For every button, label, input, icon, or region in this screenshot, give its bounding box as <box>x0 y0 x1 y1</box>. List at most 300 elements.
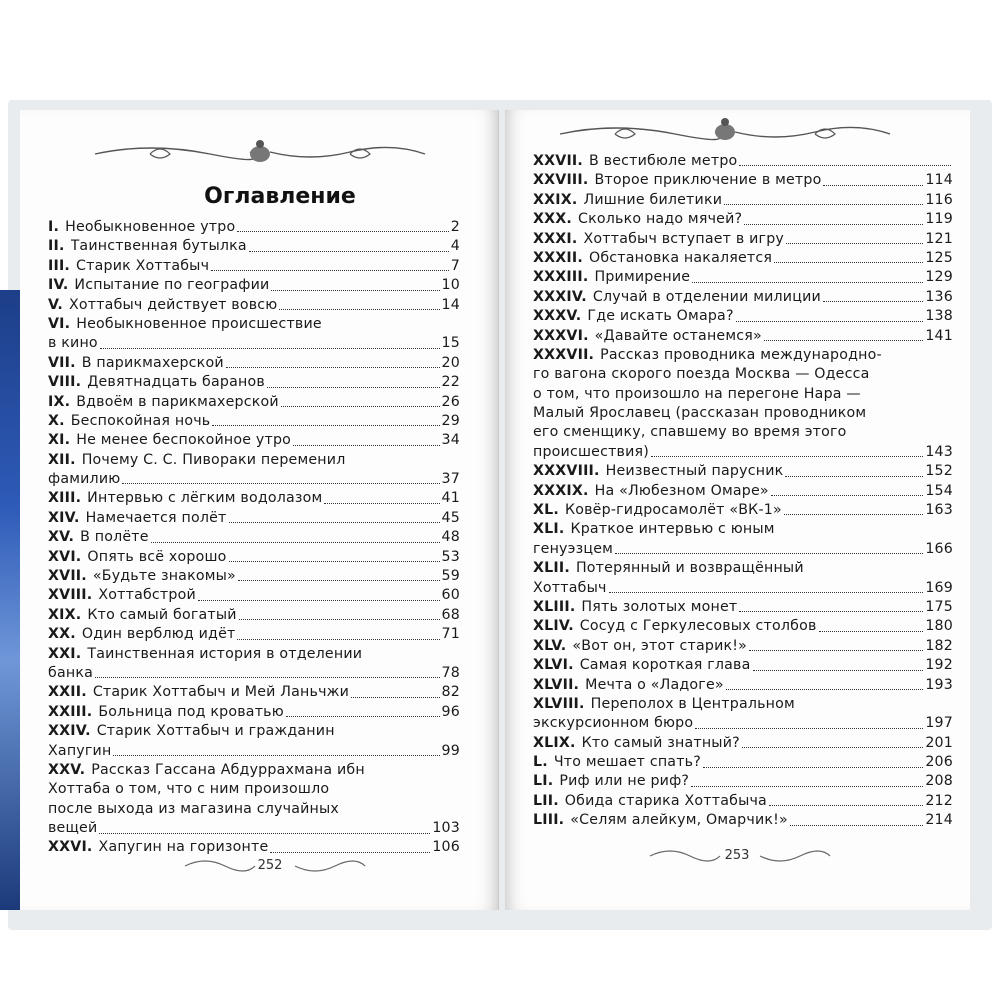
dot-leader <box>226 367 440 368</box>
dot-leader <box>100 348 440 349</box>
toc-entry <box>533 734 953 753</box>
toc-list-left <box>48 218 460 858</box>
chapter-page: 169 <box>925 579 953 596</box>
chapter-number: XII. <box>48 451 76 468</box>
chapter-title: Переполох в Центральном <box>590 695 795 712</box>
dot-leader <box>99 833 430 834</box>
chapter-number: XLVIII. <box>533 695 585 712</box>
chapter-page: 154 <box>925 482 953 499</box>
chapter-title: Самая короткая глава <box>579 657 751 674</box>
dot-leader <box>615 553 923 554</box>
dot-leader <box>267 387 440 388</box>
toc-entry <box>533 676 953 695</box>
dot-leader <box>271 290 439 291</box>
top-ornament <box>555 110 895 150</box>
dot-leader <box>281 406 440 407</box>
toc-entry <box>48 393 460 412</box>
dot-leader <box>726 689 924 690</box>
chapter-title: после выхода из магазина случайных <box>48 800 340 817</box>
toc-entry <box>48 237 460 256</box>
dot-leader <box>237 639 439 640</box>
chapter-page: 114 <box>925 172 953 189</box>
chapter-page: 206 <box>925 754 953 771</box>
toc-entry <box>48 722 460 741</box>
chapter-title: Пять золотых монет <box>581 598 738 615</box>
chapter-title: Хоттабыч действует вовсю <box>68 296 278 313</box>
chapter-title: Старик Хоттабыч и Мей Ланьчжи <box>92 684 350 701</box>
chapter-number: XXXV. <box>533 308 582 325</box>
chapter-page: 68 <box>441 606 460 623</box>
chapter-title: Вдвоём в парикмахерской <box>76 393 279 410</box>
toc-entry <box>48 586 460 605</box>
dot-leader <box>279 309 439 310</box>
chapter-title: В полёте <box>80 529 149 546</box>
toc-entry <box>533 443 953 462</box>
toc-entry <box>48 354 460 373</box>
dot-leader <box>238 580 440 581</box>
chapter-title: «Вот он, этот старик!» <box>572 637 748 654</box>
chapter-number: XL. <box>533 502 559 519</box>
chapter-title: Случай в отделении милиции <box>592 288 821 305</box>
dot-leader <box>324 503 439 504</box>
toc-entry <box>533 230 953 249</box>
toc-entry <box>533 365 953 384</box>
chapter-number: XXXIX. <box>533 482 589 499</box>
dot-leader <box>198 600 440 601</box>
chapter-page: 4 <box>450 238 460 255</box>
chapter-page: 106 <box>432 839 460 856</box>
chapter-number: XXX. <box>533 211 573 228</box>
chapter-number: IX. <box>48 393 71 410</box>
dot-leader <box>749 650 923 651</box>
chapter-number: LIII. <box>533 812 565 829</box>
chapter-number: XIII. <box>48 490 82 507</box>
chapter-title: экскурсионном бюро <box>533 715 694 732</box>
dot-leader <box>764 340 923 341</box>
chapter-page: 208 <box>925 773 953 790</box>
dot-leader <box>211 270 449 271</box>
toc-entry <box>48 218 460 237</box>
chapter-number: XXI. <box>48 645 82 662</box>
chapter-title: Второе приключение в метро <box>594 172 822 189</box>
chapter-page: 96 <box>441 703 460 720</box>
chapter-title: Необыкновенное происшествие <box>76 315 322 332</box>
toc-entry <box>533 540 953 559</box>
toc-entry <box>48 625 460 644</box>
toc-entry <box>48 664 460 683</box>
toc-entry <box>533 462 953 481</box>
chapter-number: XLIII. <box>533 598 576 615</box>
chapter-title: Опять всё хорошо <box>87 548 227 565</box>
chapter-page: 41 <box>441 490 460 507</box>
chapter-number: XIV. <box>48 509 80 526</box>
dot-leader <box>739 165 951 166</box>
chapter-number: XV. <box>48 529 75 546</box>
chapter-number: XLII. <box>533 560 570 577</box>
chapter-number: XI. <box>48 432 71 449</box>
chapter-page: 138 <box>925 308 953 325</box>
dot-leader <box>229 561 440 562</box>
dot-leader <box>742 747 923 748</box>
chapter-title: Сосуд с Геркулесовых столбов <box>579 618 817 635</box>
toc-entry <box>533 210 953 229</box>
chapter-number: XLI. <box>533 521 565 538</box>
dot-leader <box>774 262 923 263</box>
dot-leader <box>823 301 923 302</box>
chapter-title: Больница под кроватью <box>98 703 284 720</box>
dot-leader <box>691 786 923 787</box>
chapter-number: II. <box>48 238 65 255</box>
chapter-page: 26 <box>441 393 460 410</box>
dot-leader <box>651 456 923 457</box>
chapter-number: XXIII. <box>48 703 93 720</box>
chapter-title: генуэзцем <box>533 540 614 557</box>
toc-list-right <box>533 152 953 831</box>
page-number: 252 <box>257 858 283 873</box>
chapter-number: XLIV. <box>533 618 574 635</box>
chapter-page: 29 <box>441 412 460 429</box>
chapter-number: I. <box>48 218 60 235</box>
page-number: 253 <box>724 848 750 863</box>
dot-leader <box>286 716 440 717</box>
toc-entry <box>48 373 460 392</box>
chapter-number: XLIX. <box>533 734 576 751</box>
chapter-title: Испытание по географии <box>74 277 270 294</box>
chapter-title: Хоттаба о том, что с ним произошло <box>48 781 330 798</box>
chapter-title: го вагона скорого поезда Москва — Одесса <box>533 366 870 383</box>
toc-entry <box>48 315 460 334</box>
chapter-title: Беспокойная ночь <box>70 412 211 429</box>
toc-heading: Оглавление <box>204 184 356 209</box>
toc-entry <box>533 191 953 210</box>
chapter-title: Необыкновенное утро <box>65 218 236 235</box>
chapter-number: XX. <box>48 626 76 643</box>
chapter-title: Хоттабыч <box>533 579 607 596</box>
chapter-number: XXXVIII. <box>533 463 600 480</box>
chapter-page: 116 <box>925 191 953 208</box>
chapter-title: Интервью с лёгким водолазом <box>87 490 323 507</box>
dot-leader <box>786 243 923 244</box>
toc-entry <box>533 617 953 636</box>
chapter-page: 175 <box>925 598 953 615</box>
chapter-page: 141 <box>925 327 953 344</box>
chapter-title: Сколько надо мячей? <box>578 211 743 228</box>
chapter-page: 119 <box>925 211 953 228</box>
dot-leader <box>95 677 440 678</box>
chapter-title: Таинственная история в отделении <box>87 645 363 662</box>
toc-entry <box>533 695 953 714</box>
toc-entry <box>48 470 460 489</box>
chapter-title: «Давайте останемся» <box>594 327 762 344</box>
dot-leader <box>122 483 439 484</box>
toc-entry <box>48 606 460 625</box>
chapter-page: 129 <box>925 269 953 286</box>
toc-entry <box>48 451 460 470</box>
chapter-page: 59 <box>441 568 460 585</box>
chapter-title: Таинственная бутылка <box>70 238 247 255</box>
chapter-title: «Будьте знакомы» <box>92 568 236 585</box>
chapter-number: XXVI. <box>48 839 93 856</box>
chapter-title: Один верблюд идёт <box>81 626 236 643</box>
chapter-number: XIX. <box>48 606 82 623</box>
chapter-page: 10 <box>441 277 460 294</box>
dot-leader <box>249 251 449 252</box>
chapter-page: 82 <box>441 684 460 701</box>
chapter-page: 53 <box>441 548 460 565</box>
chapter-title: Малый Ярославец (рассказан проводником <box>533 405 867 422</box>
dot-leader <box>609 592 924 593</box>
chapter-page: 143 <box>925 443 953 460</box>
chapter-title: Потерянный и возвращённый <box>575 560 804 577</box>
chapter-page: 15 <box>441 335 460 352</box>
toc-entry <box>533 792 953 811</box>
chapter-page: 214 <box>925 812 953 829</box>
chapter-number: VIII. <box>48 374 82 391</box>
chapter-title: вещей <box>48 820 98 837</box>
dot-leader <box>113 755 439 756</box>
dot-leader <box>703 767 923 768</box>
dot-leader <box>785 476 923 477</box>
chapter-title: В парикмахерской <box>81 354 224 371</box>
toc-entry <box>533 811 953 830</box>
toc-entry <box>48 334 460 353</box>
chapter-title: Мечта о «Ладоге» <box>585 676 724 693</box>
toc-entry <box>48 431 460 450</box>
chapter-page: 48 <box>441 529 460 546</box>
chapter-number: III. <box>48 257 71 274</box>
dot-leader <box>769 805 923 806</box>
toc-entry <box>533 773 953 792</box>
toc-entry <box>533 307 953 326</box>
chapter-title: Старик Хоттабыч и гражданин <box>96 723 335 740</box>
chapter-number: XLVI. <box>533 657 574 674</box>
dot-leader <box>771 495 924 496</box>
toc-entry <box>48 703 460 722</box>
chapter-page: 22 <box>441 374 460 391</box>
chapter-number: XXVIII. <box>533 172 589 189</box>
chapter-title: его сменщику, спавшему во время этого <box>533 424 847 441</box>
chapter-title: Неизвестный парусник <box>605 463 784 480</box>
chapter-title: Почему С. С. Пивораки переменил <box>81 451 346 468</box>
toc-entry <box>533 714 953 733</box>
chapter-page: 197 <box>925 715 953 732</box>
toc-entry <box>48 567 460 586</box>
toc-entry <box>533 385 953 404</box>
toc-entry <box>533 346 953 365</box>
chapter-page: 14 <box>441 296 460 313</box>
chapter-title: Риф или не риф? <box>559 773 690 790</box>
chapter-title: Что мешает спать? <box>553 754 701 771</box>
chapter-page: 71 <box>441 626 460 643</box>
chapter-page: 152 <box>925 463 953 480</box>
chapter-title: происшествия) <box>533 443 650 460</box>
chapter-title: Не менее беспокойное утро <box>76 432 292 449</box>
toc-entry <box>533 327 953 346</box>
toc-entry <box>48 528 460 547</box>
toc-entry <box>533 482 953 501</box>
toc-entry <box>533 637 953 656</box>
dot-leader <box>151 542 440 543</box>
dot-leader <box>692 282 923 283</box>
chapter-page: 103 <box>432 820 460 837</box>
chapter-number: XXXI. <box>533 230 578 247</box>
toc-entry <box>48 489 460 508</box>
dot-leader <box>724 204 923 205</box>
dot-leader <box>239 619 440 620</box>
chapter-page: 121 <box>925 230 953 247</box>
chapter-title: Краткое интервью с юным <box>570 521 775 538</box>
chapter-title: банка <box>48 664 93 681</box>
chapter-title: Лишние билетики <box>583 191 723 208</box>
chapter-number: XXIX. <box>533 191 578 208</box>
dot-leader <box>739 611 923 612</box>
chapter-number: X. <box>48 412 65 429</box>
chapter-number: VI. <box>48 315 71 332</box>
chapter-page: 180 <box>925 618 953 635</box>
dot-leader <box>237 231 448 232</box>
chapter-page: 60 <box>441 587 460 604</box>
dot-leader <box>229 522 440 523</box>
chapter-page: 136 <box>925 288 953 305</box>
chapter-title: Старик Хоттабыч <box>76 257 210 274</box>
toc-entry <box>533 520 953 539</box>
chapter-page: 7 <box>450 257 460 274</box>
chapter-number: V. <box>48 296 63 313</box>
chapter-number: XXV. <box>48 761 86 778</box>
toc-entry <box>533 501 953 520</box>
chapter-page: 193 <box>925 676 953 693</box>
chapter-page: 125 <box>925 249 953 266</box>
chapter-title: Обида старика Хоттабыча <box>564 792 767 809</box>
toc-entry <box>48 742 460 761</box>
chapter-page: 182 <box>925 637 953 654</box>
chapter-number: IV. <box>48 277 69 294</box>
toc-entry <box>48 800 460 819</box>
chapter-title: в кино <box>48 335 98 352</box>
dot-leader <box>293 445 440 446</box>
chapter-title: В вестибюле метро <box>589 152 738 169</box>
toc-entry <box>533 559 953 578</box>
chapter-title: фамилию <box>48 471 121 488</box>
chapter-title: Обстановка накаляется <box>588 249 773 266</box>
toc-entry <box>48 257 460 276</box>
chapter-title: о том, что произошло на перегоне Нара — <box>533 385 861 402</box>
chapter-number: XLV. <box>533 637 567 654</box>
toc-entry <box>48 412 460 431</box>
chapter-number: XXXVI. <box>533 327 589 344</box>
chapter-number: XVII. <box>48 568 87 585</box>
chapter-page: 20 <box>441 354 460 371</box>
chapter-number: L. <box>533 754 548 771</box>
chapter-page: 99 <box>441 742 460 759</box>
chapter-page: 45 <box>441 509 460 526</box>
chapter-title: На «Любезном Омаре» <box>594 482 769 499</box>
toc-entry <box>48 761 460 780</box>
toc-entry <box>48 276 460 295</box>
toc-entry <box>533 171 953 190</box>
chapter-title: Рассказ Гассана Абдуррахмана ибн <box>91 761 365 778</box>
chapter-page: 78 <box>441 664 460 681</box>
dot-leader <box>270 852 430 853</box>
chapter-title: Где искать Омара? <box>587 308 734 325</box>
dot-leader <box>823 185 923 186</box>
dot-leader <box>351 697 439 698</box>
chapter-number: XXXII. <box>533 249 583 266</box>
toc-entry <box>533 268 953 287</box>
chapter-number: XXIV. <box>48 723 91 740</box>
chapter-number: XVI. <box>48 548 82 565</box>
chapter-title: Кто самый богатый <box>87 606 237 623</box>
toc-entry <box>48 548 460 567</box>
chapter-number: XLVII. <box>533 676 580 693</box>
toc-entry <box>48 780 460 799</box>
chapter-title: «Селям алейкум, Омарчик!» <box>570 812 788 829</box>
toc-entry <box>533 249 953 268</box>
chapter-number: XXXIV. <box>533 288 587 305</box>
toc-entry <box>533 423 953 442</box>
dot-leader <box>819 631 924 632</box>
chapter-page: 212 <box>925 792 953 809</box>
toc-entry <box>533 753 953 772</box>
toc-entry <box>48 296 460 315</box>
left-page <box>20 110 499 910</box>
chapter-title: Ковёр-гидросамолёт «ВК-1» <box>564 502 782 519</box>
chapter-title: Девятнадцать баранов <box>87 374 265 391</box>
dot-leader <box>744 224 923 225</box>
chapter-page: 2 <box>450 218 460 235</box>
chapter-page: 37 <box>441 471 460 488</box>
chapter-title: Хоттабыч вступает в игру <box>583 230 784 247</box>
toc-entry <box>533 404 953 423</box>
dot-leader <box>753 670 924 671</box>
chapter-title: Кто самый знатный? <box>581 734 740 751</box>
chapter-number: XXII. <box>48 684 87 701</box>
dot-leader <box>212 425 439 426</box>
toc-entry <box>533 598 953 617</box>
top-ornament <box>90 132 430 172</box>
toc-entry <box>533 152 953 171</box>
chapter-page: 201 <box>925 734 953 751</box>
toc-entry <box>533 579 953 598</box>
chapter-title: Хапугин на горизонте <box>98 839 269 856</box>
chapter-title: Хоттабстрой <box>98 587 196 604</box>
chapter-number: XXVII. <box>533 152 584 169</box>
chapter-number: LI. <box>533 773 554 790</box>
chapter-number: VII. <box>48 354 76 371</box>
toc-entry <box>48 683 460 702</box>
dot-leader <box>736 321 924 322</box>
chapter-page: 166 <box>925 540 953 557</box>
chapter-title: Намечается полёт <box>85 509 227 526</box>
dot-leader <box>784 514 923 515</box>
toc-entry <box>533 656 953 675</box>
chapter-page: 34 <box>441 432 460 449</box>
right-page <box>505 110 970 910</box>
chapter-page: 192 <box>925 657 953 674</box>
chapter-title: Рассказ проводника международно- <box>600 346 882 363</box>
toc-entry <box>48 645 460 664</box>
toc-entry <box>48 839 460 858</box>
chapter-title: Примирение <box>594 269 691 286</box>
chapter-page: 163 <box>925 502 953 519</box>
chapter-number: LII. <box>533 792 559 809</box>
toc-entry <box>48 509 460 528</box>
toc-entry <box>48 819 460 838</box>
chapter-number: XXXIII. <box>533 269 589 286</box>
toc-entry <box>533 288 953 307</box>
chapter-number: XXXVII. <box>533 346 595 363</box>
dot-leader <box>695 728 923 729</box>
